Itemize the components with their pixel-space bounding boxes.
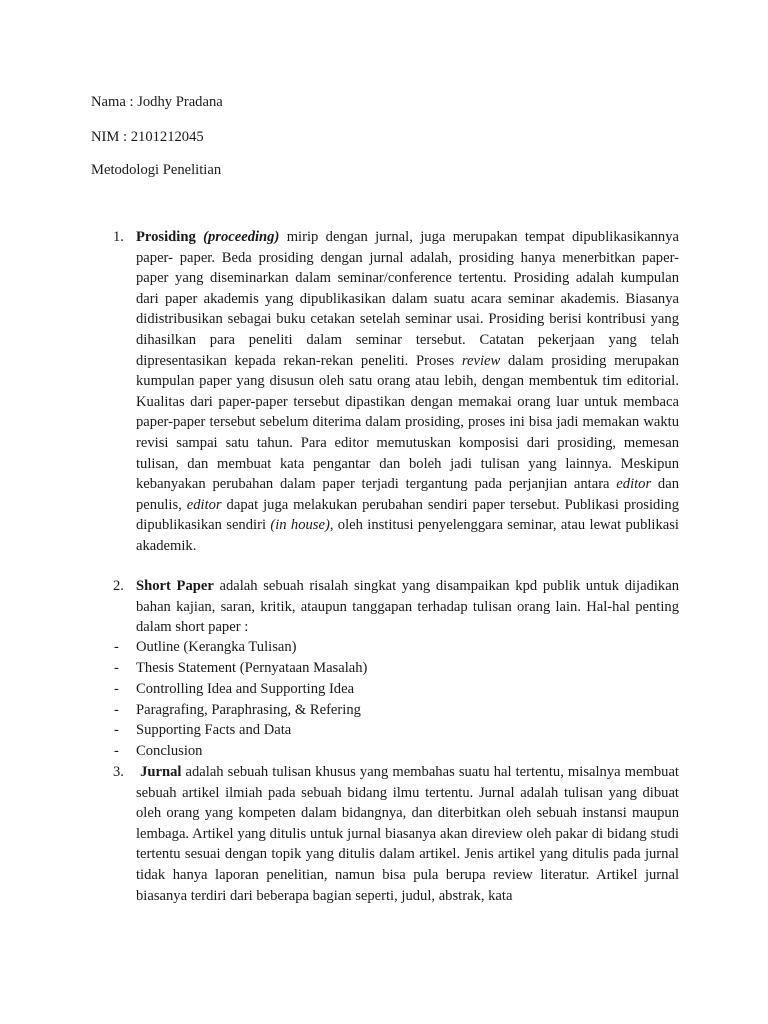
paragraph-jurnal: Jurnal adalah sebuah tulisan khusus yang membahas suatu hal tertentu, misalnya membuat sebuah artikel ilmiah pada sebuah bidang ilmu tertentu. Jurnal adalah tulisan yang dibuat oleh orang yang kompeten dalam bidangnya, dan diterbitkan oleh sebuah instansi maupun lembaga. Artikel yang ditulis untuk jurnal biasanya akan direview oleh pakar di bidang studi tertentu sesuai dengan topik yang ditulis dalam artikel. Jenis artikel yang ditulis pada jurnal tidak hanya laporan penelitian, namun bisa pula berupa review literatur. Artikel jurnal biasanya terdiri dari beberapa bagian seperti, judul, abstrak, kata: [136, 764, 679, 904]
term-proceeding: (proceeding): [203, 229, 280, 245]
term-jurnal: Jurnal: [140, 764, 182, 780]
dash-marker: -: [114, 681, 119, 697]
paragraph-short-paper: Short Paper adalah sebuah risalah singkat yang disampaikan kpd publik untuk dijadikan bahan kajian, saran, kritik, ataupun tanggapan terhadap tulisan orang lain. Hal-hal penting dalam short paper :: [136, 578, 679, 636]
dash-marker: -: [114, 702, 119, 718]
student-nim: NIM : 2101212045: [91, 129, 204, 145]
course-title: Metodologi Penelitian: [91, 162, 222, 178]
list-number: 3.: [113, 764, 124, 780]
document-page: Nama : Jodhy Pradana NIM : 2101212045 Metodologi Penelitian 1. Prosiding (proceeding) mirip dengan jurnal, juga merupakan tempat dipublikasikannya paper- paper. Beda prosiding dengan jurnal adalah, prosiding hanya menerbitkan paper-paper yang diseminarkan dalam seminar/conference tertentu. Prosiding adalah kumpulan dari paper akademis yang dipublikasikan dalam suatu acara seminar akademis. Biasanya didistribusikan sebagai buku cetakan setelah seminar usai. Prosiding berisi kontribusi yang dihasilkan para peneliti dalam seminar tersebut. Catatan pekerjaan yang telah dipresentasikan kepada rekan-rekan peneliti. Proses review dalam prosiding merupakan kumpulan paper yang disusun oleh satu orang atau lebih, dengan membentuk tim editorial. Kualitas dari paper-paper tersebut dipastikan dengan memakai orang luar untuk membaca paper-paper tersebut sebelum diterima dalam prosiding, proses ini bisa jadi memakan waktu revisi sampai satu tahun. Para editor memutuskan komposisi dari prosiding, memesan tulisan, dan membuat kata pengantar dan boleh jadi tulisan yang lainnya. Meskipun kebanyakan perubahan dalam paper terjadi tergantung pada perjanjian antara editor dan penulis, editor dapat juga melakukan perubahan sendiri paper tersebut. Publikasi prosiding dipublikasikan sendiri (in house), oleh institusi penyelenggara seminar, atau lewat publikasi akademik. 2. Short Paper adalah sebuah risalah singkat yang disampaikan kpd publik untuk dijadikan bahan kajian, saran, kritik, ataupun tanggapan terhadap tulisan orang lain. Hal-hal penting dalam short paper : - Outline (Kerangka Tulisan) - Thesis Statement (Pernyataan Masalah) - Controlling Idea and Supporting Idea - Paragrafing, Paraphrasing, & Refering - Supporting Facts and Data - Conclusion 3. Jurnal adalah sebuah tulisan khusus yang membahas suatu hal tertentu, misalnya membuat sebuah artikel ilmiah pada sebuah bidang ilmu tertentu. Jurnal adalah tulisan yang dibuat oleh orang yang kompeten dalam bidangnya, dan diterbitkan oleh sebuah instansi maupun lembaga. Artikel yang ditulis untuk jurnal biasanya akan direview oleh pakar di bidang studi tertentu sesuai dengan topik yang ditulis dalam artikel. Jenis artikel yang ditulis pada jurnal tidak hanya laporan penelitian, namun bisa pula berupa review literatur. Artikel jurnal biasanya terdiri dari beberapa bagian seperti, judul, abstrak, kata: [0, 0, 768, 1024]
dash-marker: -: [114, 743, 119, 759]
dash-marker: -: [114, 660, 119, 676]
term-short-paper: Short Paper: [136, 578, 214, 594]
list-number: 2.: [113, 578, 124, 594]
dash-marker: -: [114, 639, 119, 655]
term-prosiding: Prosiding: [136, 229, 196, 245]
student-name: Nama : Jodhy Pradana: [91, 94, 223, 110]
paragraph-prosiding: Prosiding (proceeding) mirip dengan jurnal, juga merupakan tempat dipublikasikannya paper- paper. Beda prosiding dengan jurnal adalah, prosiding hanya menerbitkan paper-paper yang diseminarkan dalam seminar/conference tertentu. Prosiding adalah kumpulan dari paper akademis yang dipublikasikan dalam suatu acara seminar akademis. Biasanya didistribusikan sebagai buku cetakan setelah seminar usai. Prosiding berisi kontribusi yang dihasilkan para peneliti dalam seminar tersebut. Catatan pekerjaan yang telah dipresentasikan kepada rekan-rekan peneliti. Proses review dalam prosiding merupakan kumpulan paper yang disusun oleh satu orang atau lebih, dengan membentuk tim editorial. Kualitas dari paper-paper tersebut dipastikan dengan memakai orang luar untuk membaca paper-paper tersebut sebelum diterima dalam prosiding, proses ini bisa jadi memakan waktu revisi sampai satu tahun. Para editor memutuskan komposisi dari prosiding, memesan tulisan, dan membuat kata pengantar dan boleh jadi tulisan yang lainnya. Meskipun kebanyakan perubahan dalam paper terjadi tergantung pada perjanjian antara editor dan penulis, editor dapat juga melakukan perubahan sendiri paper tersebut. Publikasi prosiding dipublikasikan sendiri (in house), oleh institusi penyelenggara seminar, atau lewat publikasi akademik.: [136, 229, 679, 554]
dash-marker: -: [114, 722, 119, 738]
list-number: 1.: [113, 229, 124, 245]
